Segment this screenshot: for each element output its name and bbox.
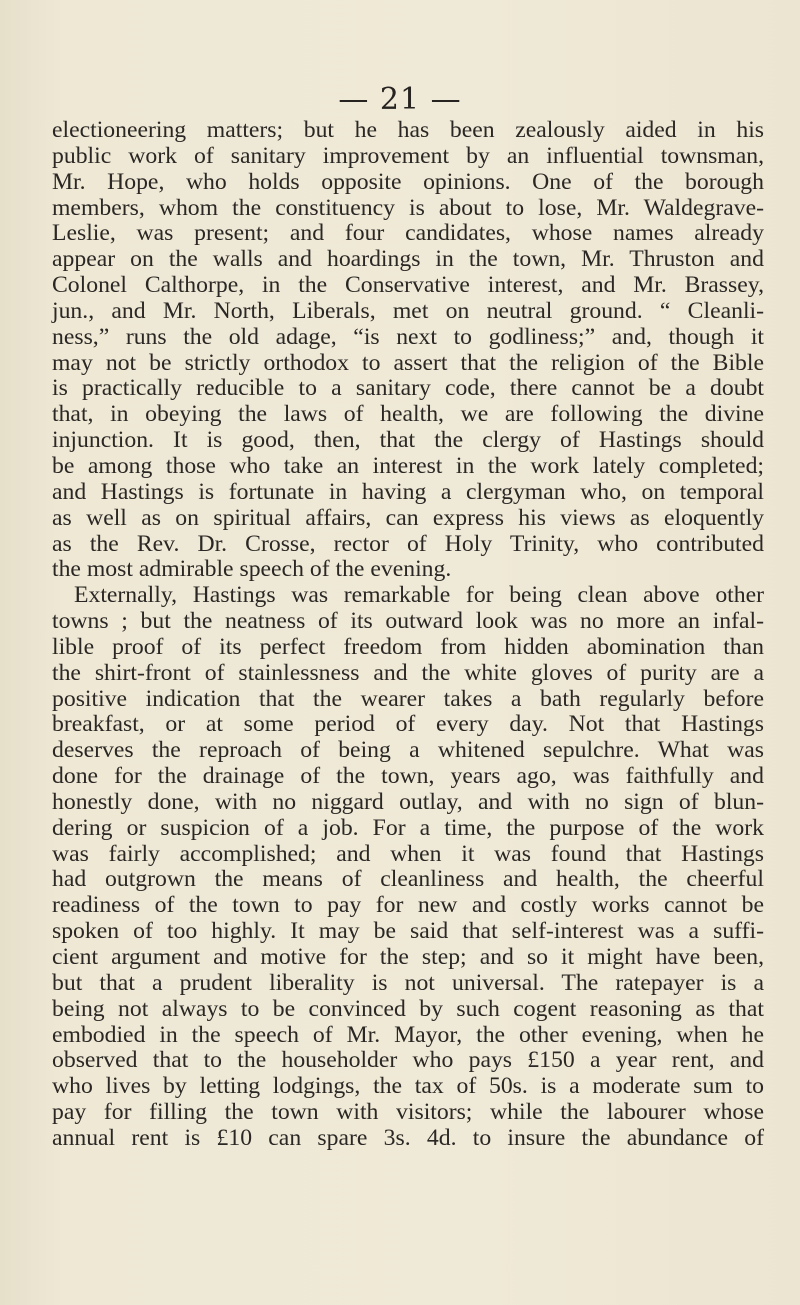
- text-line: dering or suspicion of a job. For a time, the purpose of the work: [52, 814, 764, 841]
- text-line: lible proof of its perfect freedom from hidden abomination than: [52, 633, 764, 660]
- text-line: members, whom the constituency is about to lose, Mr. Waldegrave-: [52, 194, 764, 221]
- text-line: the shirt-front of stainlessness and the white gloves of purity are a: [52, 659, 764, 686]
- text-line: electioneering matters; but he has been zealously aided in his: [52, 117, 764, 143]
- text-line: and Hastings is fortunate in having a clergyman who, on temporal: [52, 478, 764, 505]
- text-line: spoken of too highly. It may be said that self-interest was a suffi-: [52, 918, 764, 945]
- text-line: appear on the walls and hoardings in the town, Mr. Thruston and: [52, 246, 764, 273]
- text-line: be among those who take an interest in the work lately completed;: [52, 452, 764, 479]
- text-line: Mr. Hope, who holds opposite opinions. One of the borough: [52, 168, 764, 195]
- paragraph-2: [52, 583, 764, 1152]
- text-line: jun., and Mr. North, Liberals, met on neutral ground. “ Cleanli-: [52, 297, 764, 324]
- text-line: ness,” runs the old adage, “is next to godliness;” and, though it: [52, 323, 764, 350]
- text-line: positive indication that the wearer takes a bath regularly before: [52, 685, 764, 712]
- text-line: that, in obeying the laws of health, we are following the divine: [52, 401, 764, 428]
- page-number: — 21 —: [338, 82, 462, 117]
- text-line: Leslie, was present; and four candidates, whose names already: [52, 220, 764, 247]
- text-line: was fairly accomplished; and when it was found that Hastings: [52, 840, 764, 867]
- text-line: cient argument and motive for the step; and so it might have been,: [52, 944, 764, 970]
- page-body: [52, 118, 764, 1152]
- text-line: but that a prudent liberality is not universal. The ratepayer is a: [52, 969, 764, 996]
- text-line: annual rent is £10 can spare 3s. 4d. to insure the abundance of: [52, 1124, 764, 1151]
- text-line: observed that to the householder who pays £150 a year rent, and: [52, 1047, 764, 1074]
- text-line: as the Rev. Dr. Crosse, rector of Holy Trinity, who contributed: [52, 530, 764, 557]
- text-line: deserves the reproach of being a whitened sepulchre. What was: [52, 737, 764, 764]
- text-line: who lives by letting lodgings, the tax of 50s. is a moderate sum to: [52, 1073, 764, 1100]
- text-line: breakfast, or at some period of every day. Not that Hastings: [52, 711, 764, 738]
- text-line: is practically reducible to a sanitary code, there cannot be a doubt: [52, 375, 764, 402]
- text-line: had outgrown the means of cleanliness and health, the cheerful: [52, 866, 764, 893]
- text-line: as well as on spiritual affairs, can express his views as eloquently: [52, 504, 764, 531]
- paragraph-1: [52, 118, 764, 583]
- text-line: honestly done, with no niggard outlay, and with no sign of blun-: [52, 788, 764, 815]
- text-line: embodied in the speech of Mr. Mayor, the other evening, when he: [52, 1021, 764, 1048]
- text-line: injunction. It is good, then, that the clergy of Hastings should: [52, 427, 764, 454]
- text-line: readiness of the town to pay for new and costly works cannot be: [52, 892, 764, 919]
- text-line: done for the drainage of the town, years ago, was faithfully and: [52, 763, 764, 790]
- text-line: pay for filling the town with visitors; while the labourer whose: [52, 1099, 764, 1126]
- text-line: being not always to be convinced by such cogent reasoning as that: [52, 995, 764, 1022]
- text-line: towns ; but the neatness of its outward look was no more an infal-: [52, 608, 764, 635]
- text-line: the most admirable speech of the evening.: [52, 556, 452, 583]
- text-line: Externally, Hastings was remarkable for being clean above other: [74, 582, 764, 609]
- text-line: may not be strictly orthodox to assert that the religion of the Bible: [52, 349, 764, 376]
- text-line: Colonel Calthorpe, in the Conservative interest, and Mr. Brassey,: [52, 272, 764, 299]
- text-line: public work of sanitary improvement by an influential townsman,: [52, 142, 764, 169]
